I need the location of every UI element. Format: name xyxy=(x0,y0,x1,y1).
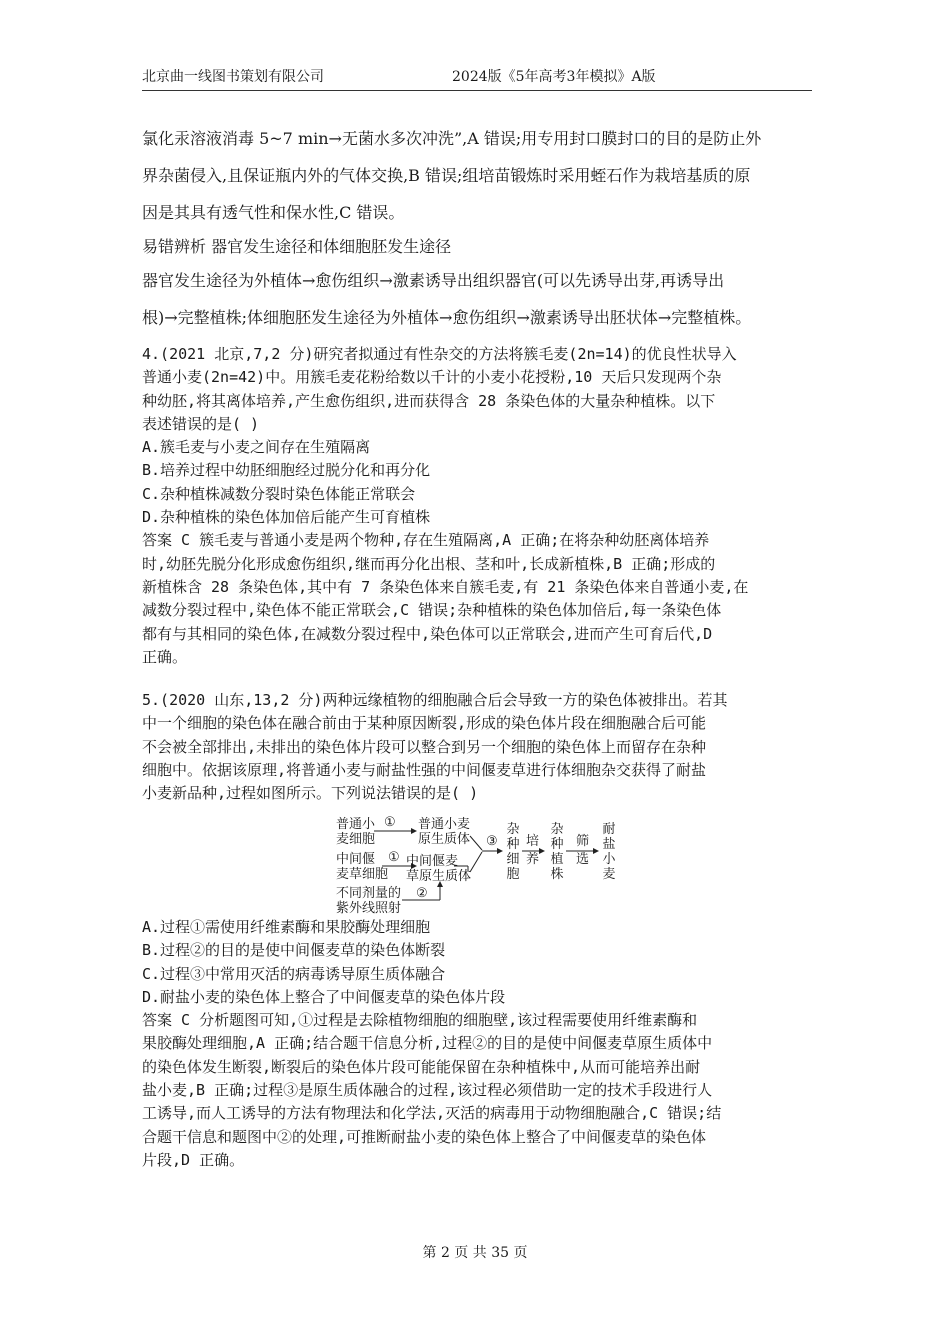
label-line: 原生质体 xyxy=(418,832,471,847)
answer-text: 减数分裂过程中,染色体不能正常联会,C 错误;杂种植株的染色体加倍后,每一条染色体 xyxy=(142,601,722,620)
culture-label xyxy=(526,852,539,867)
grass-cell-label xyxy=(336,852,388,882)
label-line: 草原生质体 xyxy=(406,869,472,884)
label-line: 紫外线照射 xyxy=(336,901,402,916)
hybrid-cell-label xyxy=(506,822,520,882)
label-char: 小 xyxy=(602,852,616,867)
answer-text: 正确。 xyxy=(142,647,188,666)
hybrid-plant-label xyxy=(550,822,564,882)
label-char: 杂 xyxy=(550,822,564,837)
easy-error-heading: 易错辨析 器官发生途径和体细胞胚发生途径 xyxy=(142,237,452,256)
answer-text: 新植株含 28 条染色体,其中有 7 条染色体来自簇毛麦,有 21 条染色体来自普通小麦,在 xyxy=(142,577,749,596)
option-b: B.过程②的目的是使中间偃麦草的染色体断裂 xyxy=(142,941,446,960)
explanation-paragraph xyxy=(142,120,812,231)
label-char: 培 xyxy=(526,834,540,849)
label-char: 筛 xyxy=(576,834,590,849)
question-5 xyxy=(142,689,812,805)
text-line: 氯化汞溶液消毒 5~7 min→无菌水多次冲洗”,A 错误;用专用封口膜封口的目的是防止外 xyxy=(142,129,762,148)
label-line: 中间偃麦 xyxy=(406,854,459,869)
question-stem: 中一个细胞的染色体在融合前由于某种原因断裂,形成的染色体片段在细胞融合后可能 xyxy=(142,714,707,733)
label-char: 耐 xyxy=(602,822,616,837)
wheat-cell-label xyxy=(336,817,375,847)
answer-text: 的染色体发生断裂,断裂后的染色体片段可能能保留在杂种植株中,从而可能培养出耐 xyxy=(142,1057,701,1076)
salt-tolerant-wheat-label xyxy=(602,822,616,882)
text-line: 界杂菌侵入,且保证瓶内外的气体交换,B 错误;组培苗锻炼时采用蛭石作为栽培基质的原 xyxy=(142,166,751,185)
book-title: 2024版《5年高考3年模拟》A版 xyxy=(452,69,656,85)
question-stem: 细胞中。依据该原理,将普通小麦与耐盐性强的中间偃麦草进行体细胞杂交获得了耐盐 xyxy=(142,760,707,779)
question-stem: 普通小麦(2n=42)中。用簇毛麦花粉给数以千计的小麦小花授粉,10 天后只发现两个杂 xyxy=(142,368,722,387)
text-line: 根)→完整植株;体细胞胚发生途径为外植体→愈伤组织→激素诱导出胚状体→完整植株。 xyxy=(142,308,752,327)
option-b: B.培养过程中幼胚细胞经过脱分化和再分化 xyxy=(142,461,431,480)
screen-label xyxy=(576,834,589,849)
step-3-label: ③ xyxy=(486,834,498,849)
answer-text: 盐小麦,B 正确;过程③是原生质体融合的过程,该过程必须借助一定的技术手段进行人 xyxy=(142,1081,713,1100)
label-line: 不同剂量的 xyxy=(336,886,402,901)
label-line: 普通小麦 xyxy=(418,817,471,832)
label-line: 麦草细胞 xyxy=(336,867,389,882)
question-stem: 小麦新品种,过程如图所示。下列说法错误的是( ) xyxy=(142,784,479,803)
cell-fusion-diagram xyxy=(330,814,630,916)
answer-text: 果胶酶处理细胞,A 正确;结合题干信息分析,过程②的目的是使中间偃麦草原生质体中 xyxy=(142,1034,713,1053)
label-char: 胞 xyxy=(506,867,520,882)
screen-label xyxy=(576,852,589,867)
question-stem: 5.(2020 山东,13,2 分)两种远缘植物的细胞融合后会导致一方的染色体被排出。若其 xyxy=(142,691,728,709)
step-2-label: ② xyxy=(416,886,428,901)
label-char: 植 xyxy=(550,852,564,867)
option-c: C.杂种植株减数分裂时染色体能正常联会 xyxy=(142,484,416,503)
label-char: 选 xyxy=(576,852,590,867)
page-header xyxy=(142,64,812,91)
answer-text: 答案 C 分析题图可知,①过程是去除植物细胞的细胞壁,该过程需要使用纤维素酶和 xyxy=(142,1011,698,1030)
culture-label xyxy=(526,834,539,849)
answer-text: 答案 C 簇毛麦与普通小麦是两个物种,存在生殖隔离,A 正确;在将杂种幼胚离体培养 xyxy=(142,531,710,550)
answer-text: 工诱导,而人工诱导的方法有物理法和化学法,灭活的病毒用于动物细胞融合,C 错误;结 xyxy=(142,1104,722,1123)
step-1-label: ① xyxy=(388,850,400,865)
option-a: A.簇毛麦与小麦之间存在生殖隔离 xyxy=(142,438,371,457)
label-char: 细 xyxy=(506,852,520,867)
text-line: 因是其具有透气性和保水性,C 错误。 xyxy=(142,203,405,222)
question-4 xyxy=(142,343,812,669)
step-1-label: ① xyxy=(384,815,396,830)
label-char: 杂 xyxy=(506,822,520,837)
easy-error-paragraph xyxy=(142,262,812,336)
option-d: D.耐盐小麦的染色体上整合了中间偃麦草的染色体片段 xyxy=(142,987,506,1006)
label-line: 普通小 xyxy=(336,817,376,832)
answer-text: 时,幼胚先脱分化形成愈伤组织,继而再分化出根、茎和叶,长成新植株,B 正确;形成的 xyxy=(142,554,716,573)
text-line: 器官发生途径为外植体→愈伤组织→激素诱导出组织器官(可以先诱导出芽,再诱导出 xyxy=(142,271,725,290)
answer-text: 都有与其相同的染色体,在减数分裂过程中,染色体可以正常联会,进而产生可育后代,D xyxy=(142,624,713,643)
option-a: A.过程①需使用纤维素酶和果胶酶处理细胞 xyxy=(142,918,431,936)
page-number: 第 2 页 共 35 页 xyxy=(422,1245,528,1261)
label-char: 麦 xyxy=(602,867,616,882)
question-stem: 不会被全部排出,未排出的染色体片段可以整合到另一个细胞的染色体上而留存在杂种 xyxy=(142,737,707,756)
grass-protoplast-label xyxy=(406,854,471,884)
wheat-protoplast-label xyxy=(418,817,470,847)
answer-text: 合题干信息和题图中②的处理,可推断耐盐小麦的染色体上整合了中间偃麦草的染色体 xyxy=(142,1127,707,1146)
label-line: 中间偃 xyxy=(336,852,376,867)
uv-treatment-label xyxy=(336,886,401,916)
label-char: 种 xyxy=(550,837,564,852)
question-stem: 种幼胚,将其离体培养,产生愈伤组织,进而获得含 28 条染色体的大量杂种植株。以下 xyxy=(142,391,716,410)
publisher-name: 北京曲一线图书策划有限公司 xyxy=(142,69,324,85)
label-char: 养 xyxy=(526,852,540,867)
answer-text: 片段,D 正确。 xyxy=(142,1150,245,1169)
option-d: D.杂种植株的染色体加倍后能产生可育植株 xyxy=(142,508,431,527)
label-char: 盐 xyxy=(602,837,616,852)
question-stem: 表述错误的是( ) xyxy=(142,414,260,433)
question-stem: 4.(2021 北京,7,2 分)研究者拟通过有性杂交的方法将簇毛麦(2n=14)的优良性状导入 xyxy=(142,345,737,363)
question-5-options-answer xyxy=(142,916,812,1172)
label-char: 种 xyxy=(506,837,520,852)
label-line: 麦细胞 xyxy=(336,832,376,847)
label-char: 株 xyxy=(550,867,564,882)
option-c: C.过程③中常用灭活的病毒诱导原生质体融合 xyxy=(142,964,446,983)
